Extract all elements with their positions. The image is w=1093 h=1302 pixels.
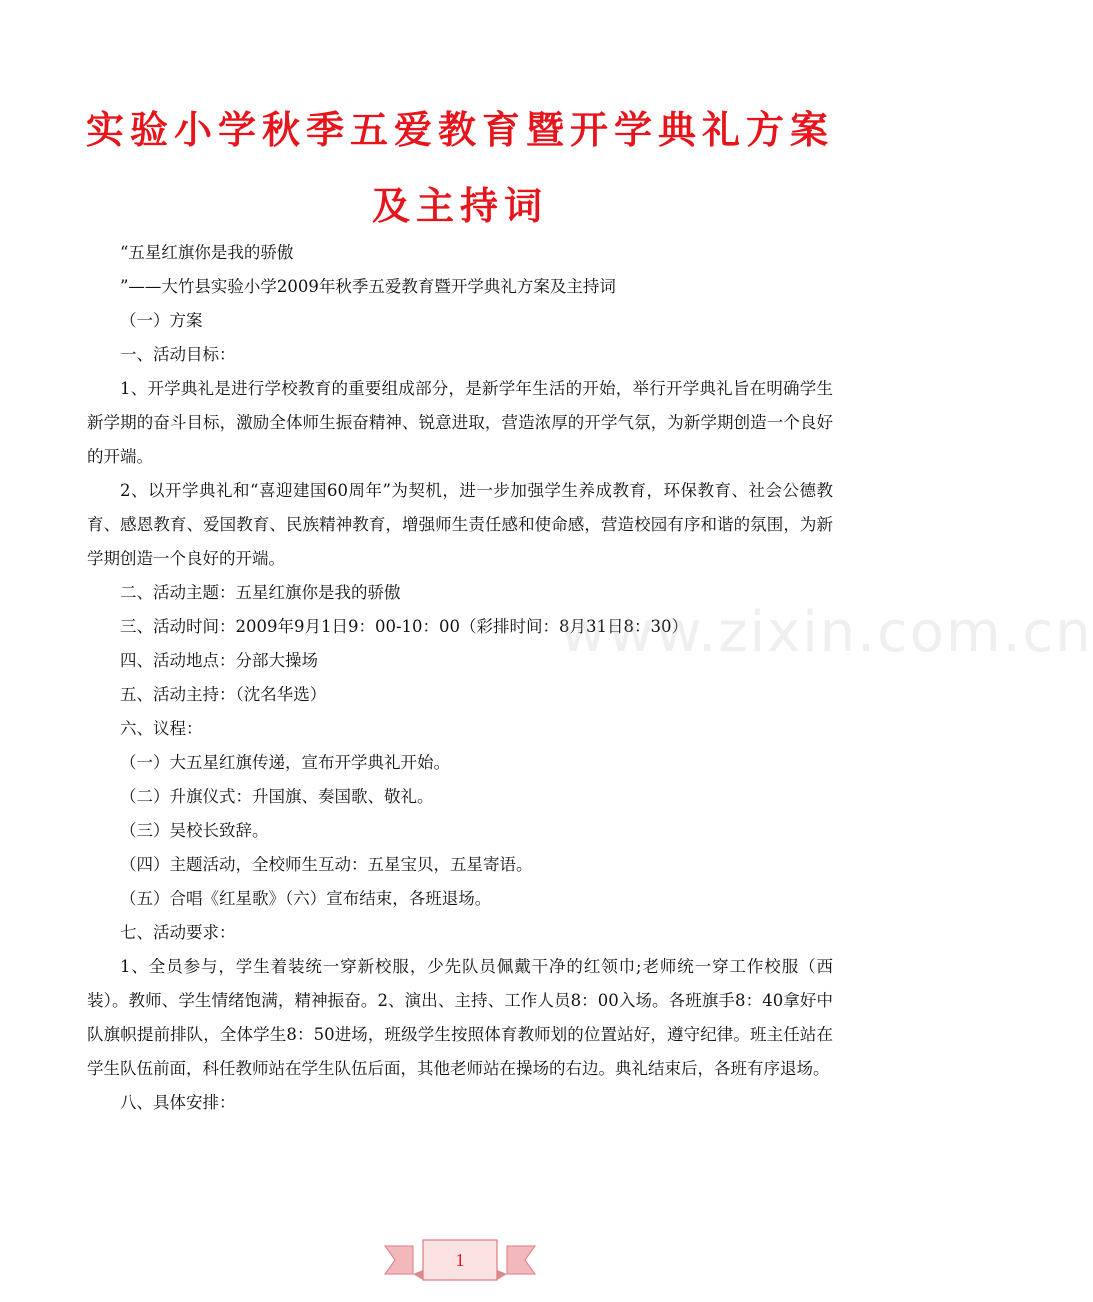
page-number-ribbon bbox=[385, 1238, 535, 1282]
paragraph: 2、以开学典礼和“喜迎建国60周年”为契机，进一步加强学生养成教育，环保教育、社会公德教育、感恩教育、爱国教育、民族精神教育，增强师生责任感和使命感，营造校园有序和谐的氛围，为新学期创造一个良好的开端。 bbox=[87, 481, 833, 568]
paragraph: ”——大竹县实验小学2009年秋季五爱教育暨开学典礼方案及主持词 bbox=[120, 277, 616, 296]
paragraph: 六、议程： bbox=[120, 719, 203, 738]
paragraph: 三、活动时间：2009年9月1日9：00-10：00（彩排时间：8月31日8：30） bbox=[120, 617, 689, 636]
paragraph: 二、活动主题：五星红旗你是我的骄傲 bbox=[120, 583, 401, 602]
paragraph: 五、活动主持：（沈名华选） bbox=[120, 685, 327, 704]
paragraph: 1、开学典礼是进行学校教育的重要组成部分，是新学年生活的开始，举行开学典礼旨在明确学生新学期的奋斗目标，激励全体师生振奋精神、锐意进取，营造浓厚的开学气氛，为新学期创造一个良好的开端。 bbox=[87, 379, 833, 466]
paragraph: （三）吴校长致辞。 bbox=[120, 821, 269, 840]
document-body bbox=[87, 236, 833, 1120]
paragraph: 一、活动目标： bbox=[120, 345, 236, 364]
paragraph: （五）合唱《红星歌》（六）宣布结束，各班退场。 bbox=[120, 889, 492, 908]
paragraph: “五星红旗你是我的骄傲 bbox=[120, 243, 294, 262]
paragraph: 1、全员参与，学生着装统一穿新校服，少先队员佩戴干净的红领巾;老师统一穿工作校服（西装）。教师、学生情绪饱满，精神振奋。2、演出、主持、工作人员8：00入场。各班旗手8：40拿好中队旗帜提前排队，全体学生8：50进场，班级学生按照体育教师划的位置站好，遵守纪律。班主任站在学生队伍前面，科任教师站在学生队伍后面，其他老师站在操场的右边。典礼结束后，各班有序退场。 bbox=[87, 957, 833, 1078]
paragraph: （一）大五星红旗传递，宣布开学典礼开始。 bbox=[120, 753, 450, 772]
paragraph: 八、具体安排： bbox=[120, 1093, 236, 1112]
document-title: 实验小学秋季五爱教育暨开学典礼方案及主持词 bbox=[85, 108, 834, 228]
watermark: www.zixin.com.cn bbox=[560, 600, 1093, 665]
paragraph: （四）主题活动，全校师生互动：五星宝贝，五星寄语。 bbox=[120, 855, 533, 874]
paragraph: 七、活动要求： bbox=[120, 923, 236, 942]
page-number: 1 bbox=[455, 1250, 465, 1270]
paragraph: （二）升旗仪式：升国旗、奏国歌、敬礼。 bbox=[120, 787, 434, 806]
paragraph: （一）方案 bbox=[120, 311, 203, 330]
paragraph: 四、活动地点：分部大操场 bbox=[120, 651, 318, 670]
